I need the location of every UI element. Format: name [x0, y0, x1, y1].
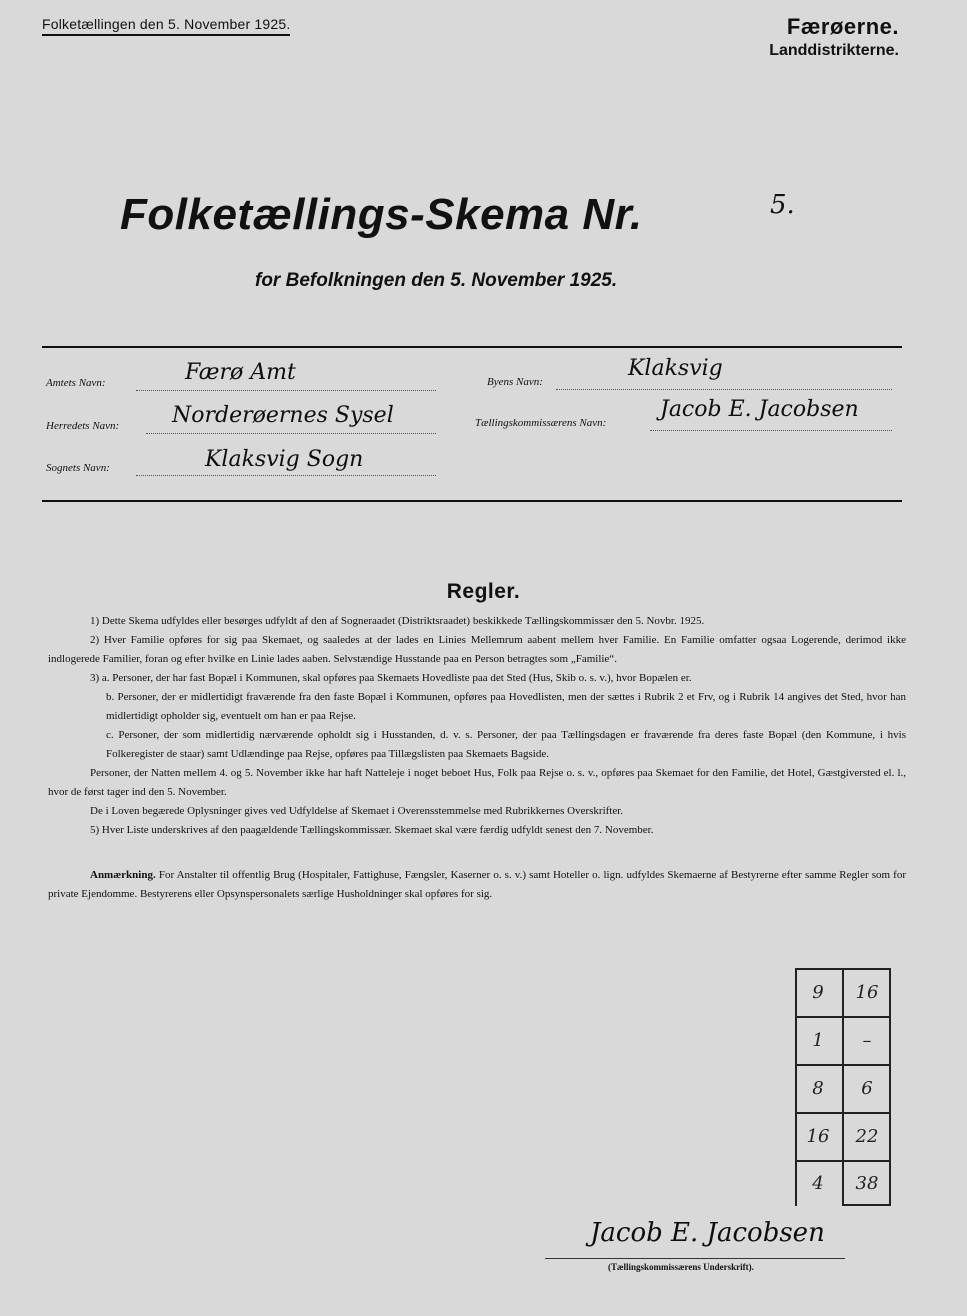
rule-3c: c. Personer, der som midlertidig nærværende opholdt sig i Husstanden, d. v. s. Personer, der paa Tællingsdagen er fraværende fra deres faste Bopæl (den Kommune, i hvis Folkeregister de staar) samt Udlændinge paa Rejse, opføres paa Tillægslisten paa Skemaets Bagside.: [106, 729, 906, 760]
form-subtitle: for Befolkningen den 5. November 1925.: [255, 270, 618, 291]
by-line: [556, 389, 892, 390]
amt-line: [136, 390, 436, 391]
tally-cell: 4: [812, 1172, 824, 1194]
by-value: Klaksvig: [628, 356, 723, 381]
tally-table: [795, 968, 891, 1206]
kommissaer-value: Jacob E. Jacobsen: [660, 397, 859, 422]
amt-value: Færø Amt: [185, 360, 296, 385]
remark-paragraph: [48, 866, 906, 904]
bottom-divider: [42, 500, 902, 502]
signature-line: [545, 1258, 845, 1259]
tally-cell: 22: [855, 1125, 879, 1147]
form-header-region: [769, 14, 899, 60]
tally-cell: 8: [812, 1077, 824, 1099]
tally-cell: –: [862, 1029, 872, 1051]
amt-label: Amtets Navn:: [46, 377, 106, 389]
tally-cell: 38: [855, 1172, 879, 1194]
signature-caption: (Tællingskommissærens Underskrift).: [608, 1262, 754, 1272]
header-district: Landdistrikterne.: [769, 42, 899, 59]
rules-heading: Regler.: [446, 580, 521, 603]
rule-3a: 3) a. Personer, der har fast Bopæl i Kommunen, skal opføres paa Skemaets Hovedliste paa det Sted (Hus, Skib o. s. v.), hvor Bopælen er.: [90, 672, 692, 684]
remark-label: Anmærkning.: [90, 869, 156, 881]
remark-text: For Anstalter til offentlig Brug (Hospitaler, Fattighuse, Fængsler, Kaserner o. s. v.) samt Hoteller o. lign. udfyldes Skemaerne af Bestyrerne efter samme Regler som for private Ejendomme. Bestyrerens eller Opsynspersonalets særlige Husholdninger skal opføres for sig.: [48, 869, 907, 900]
header-country: Færøerne.: [786, 14, 899, 39]
herred-value: Norderøernes Sysel: [172, 403, 394, 428]
sogn-label: Sognets Navn:: [46, 462, 110, 474]
form-title: Folketællings-Skema Nr.: [120, 190, 643, 239]
sogn-line: [136, 475, 436, 476]
tally-cell: 16: [855, 981, 879, 1003]
sogn-value: Klaksvig Sogn: [205, 447, 364, 472]
herred-line: [146, 433, 436, 434]
top-divider: [42, 346, 902, 348]
form-number: 5.: [770, 190, 795, 220]
rule-4: De i Loven begærede Oplysninger gives ved Udfyldelse af Skemaet i Overensstemmelse med Rubrikkernes Overskrifter.: [90, 805, 624, 817]
tally-cell: 16: [806, 1125, 830, 1147]
tally-cell: 6: [861, 1077, 873, 1099]
by-label: Byens Navn:: [487, 376, 543, 388]
kommissaer-label: Tællingskommissærens Navn:: [475, 417, 607, 429]
rules-list: [48, 612, 906, 840]
tally-cell: 1: [812, 1029, 824, 1051]
rule-2: 2) Hver Familie opføres for sig paa Skemaet, og saaledes at der lades en Linies Mellemrum aabent mellem hver Familie. En Familie omfatter ogsaa Logerende, derimod ikke indlogerede Familier, foran og efter hvilke en Linie lades aaben. Selvstændige Husstande paa en Person betragtes som „Familie“.: [48, 634, 906, 665]
tally-cell: 9: [812, 981, 824, 1003]
kommissaer-line: [650, 430, 892, 431]
rule-3b: b. Personer, der er midlertidigt fraværende fra den faste Bopæl i Kommunen, opføres paa Hovedlisten, men der sættes i Rubrik 2 et Frv, og i Rubrik 14 angives det Sted, hvor han midlertidigt opholder sig, eventuelt om han er paa Rejse.: [106, 691, 906, 722]
rule-3d: Personer, der Natten mellem 4. og 5. November ikke har haft Natteleje i noget beboet Hus, Folk paa Rejse o. s. v., opføres paa Skemaet for den Familie, det Hotel, Gæstgiversted el. l., hvor de først tager ind den 5. November.: [48, 767, 906, 798]
commissioner-signature: Jacob E. Jacobsen: [590, 1218, 825, 1248]
rule-5: 5) Hver Liste underskrives af den paagældende Tællingskommissær. Skemaet skal være færdig udfyldt senest den 7. November.: [90, 824, 654, 836]
herred-label: Herredets Navn:: [46, 420, 120, 432]
form-header-date: Folketællingen den 5. November 1925.: [42, 16, 290, 36]
rule-1: 1) Dette Skema udfyldes eller besørges udfyldt af den af Sogneraadet (Distriktsraadet) beskikkede Tællingskommissær den 5. Novbr. 1925.: [90, 615, 705, 627]
